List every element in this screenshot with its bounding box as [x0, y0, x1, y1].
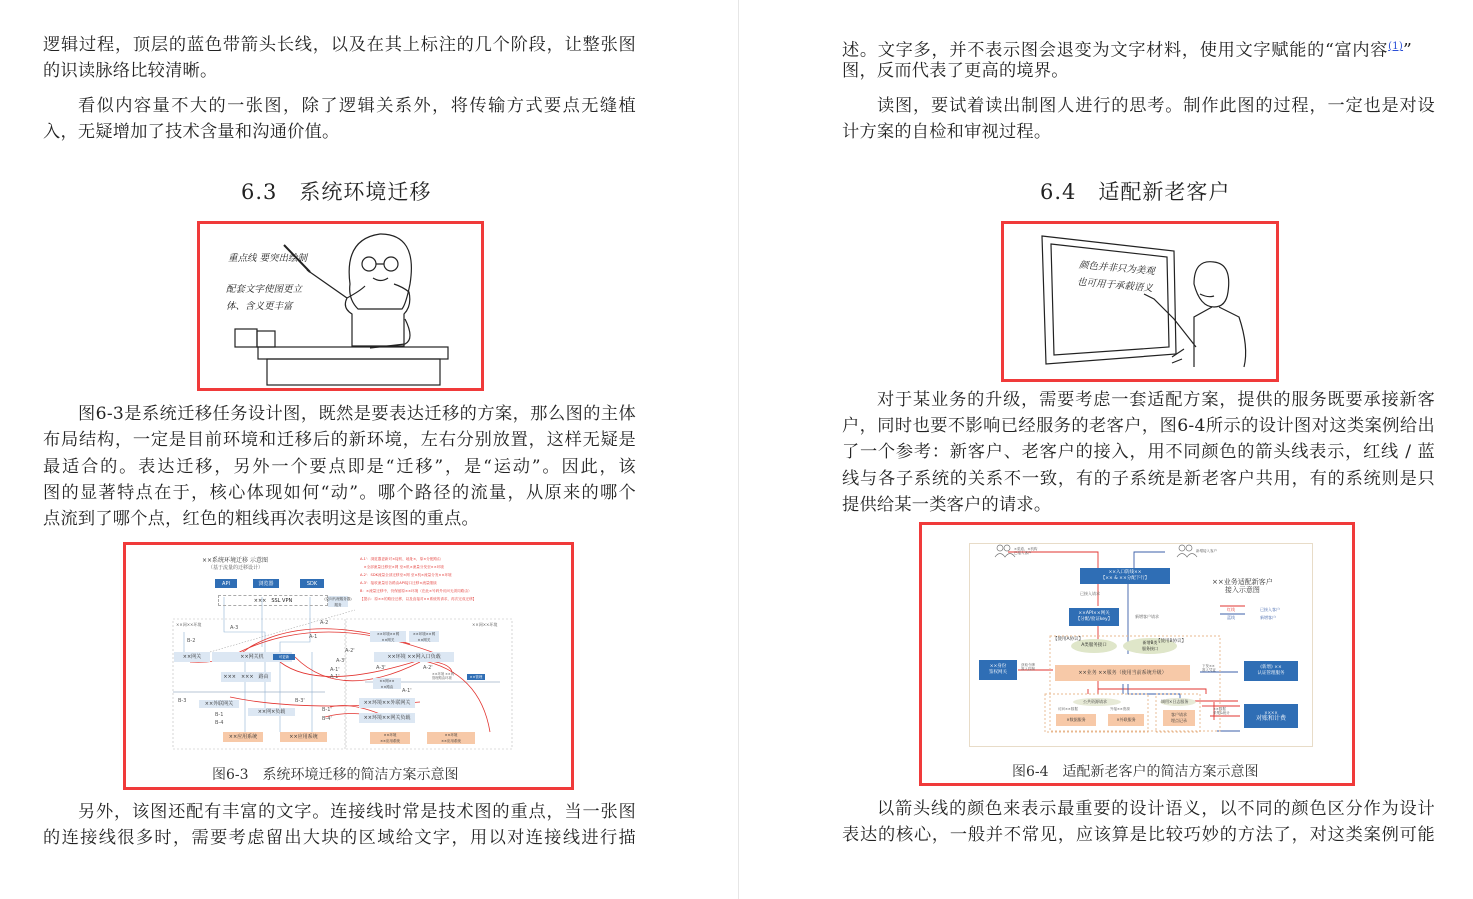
external-gateway-box: ××外联网关: [199, 700, 239, 708]
path-label: B-1': [322, 707, 332, 713]
issue-credential-label: 下发×× 准入凭证: [1202, 664, 1216, 672]
billing-text: 对账和计费: [1255, 715, 1286, 722]
paragraph-line: 图的显著特点在于，核心体现如何“动”。哪个路径的流量，从原来的哪个: [43, 483, 636, 503]
right-box: ××环境××网 ××网关: [409, 631, 439, 642]
right-net-box: ××环境××网关负载: [359, 713, 415, 723]
identity-gateway-box: ××身份 鉴权网关: [979, 660, 1017, 680]
billing-top-text: ××××: [1264, 710, 1278, 715]
diagram-title: ××业务适配新客户 接入示意图: [1212, 578, 1273, 594]
paragraph-line: 图，反而代表了更高的境界。: [842, 61, 1069, 81]
right-small-box: ××网×× ××路由: [373, 678, 401, 689]
sdk-box: SDK: [300, 579, 324, 588]
note-line: B：×流量迁移中，仍保留原××环境（在此×号码外访问无须同路由）: [360, 589, 472, 593]
protocol-b-label: 【使用B协议】: [1156, 639, 1187, 644]
figure-6-4-frame: [919, 522, 1355, 786]
routing-box: ××× ××× 路由: [221, 672, 271, 682]
note-line: A-1'：浏览器更新对×接机、地址×，原×分配路由: [360, 557, 441, 561]
section-heading-6-4: 6.4 适配新老客户: [1040, 180, 1231, 204]
gateway-box: ××网关: [174, 652, 210, 662]
right-env-label: ××网××环境: [472, 622, 498, 627]
path-label: A-1': [330, 667, 340, 673]
illustration-teacher-frame: [197, 221, 484, 391]
api-gateway-box: ××API××网关 【分配/验证key】: [1069, 608, 1119, 626]
legend-red-label: 红线: [1227, 607, 1235, 612]
path-label: B-2: [187, 638, 196, 644]
path-label: A-3: [230, 625, 239, 631]
paragraph-line: 提供给某一类客户的请求。: [842, 495, 1052, 515]
network-machine-box: ××网×负载: [248, 708, 295, 716]
paragraph-text: 述。文字多，并不表示图会退变为文字材料，使用文字赋能的“富内容: [842, 40, 1389, 61]
path-label: A-2: [320, 620, 329, 626]
app-system-box: ××环境 ××应用系统: [370, 732, 410, 744]
visit-data-label: 访问××数据: [1058, 707, 1078, 711]
illustration-blackboard-frame: [1001, 221, 1279, 382]
paragraph-line: 看似内容量不大的一张图，除了逻辑关系外，将传输方式要点无缝植: [78, 96, 636, 116]
old-request-label: 已接入请求: [1080, 591, 1100, 596]
business-service-box: ××业务 ××服务（使用当前系统升级）: [1055, 665, 1190, 681]
path-label: A-1': [330, 674, 340, 680]
client-adaptation-diagram: [969, 543, 1313, 747]
paragraph-line: 表达的核心，一般并不常见，应该算是比较巧妙的方法了，对这类案例可能: [842, 825, 1435, 845]
log-service-label: 调用×日志服务: [1161, 699, 1189, 704]
migration-diagram: [170, 552, 514, 750]
app-system-box: ××环境 ××应用系统: [427, 732, 475, 744]
right-page: [739, 0, 1473, 899]
paragraph-line: 图6-3是系统迁移任务设计图，既然是要表达迁移的方案，那么图的主体: [78, 404, 636, 424]
right-main-box: ××环境 ××网入口负载: [374, 652, 454, 662]
gateway-machine-box: ××网关机: [212, 652, 292, 662]
illustration-text: 重点线 要突出绘制: [228, 253, 308, 264]
billing-box: [1244, 704, 1298, 728]
section-heading-6-3: 6.3 系统环境迁移: [241, 180, 432, 204]
footnote-link[interactable]: (1): [1388, 41, 1404, 52]
note-line: A-2'：SDK流量全部迁移至×网 至×机×流量分发××环境: [360, 573, 452, 577]
paragraph-line: 以箭头线的颜色来表示最重要的设计语义，以不同的颜色区分作为设计: [877, 799, 1435, 819]
diagram-title: ××系统环境迁移 示意图: [202, 557, 268, 564]
path-label: A-3': [336, 658, 346, 664]
paragraph-line: 布局结构，一定是目前环境和迁移后的新环境，左右分别放置，这样无疑是: [43, 430, 636, 450]
service-b-interface: 新增B类 服务接口: [1142, 640, 1158, 651]
path-label: A-2': [423, 665, 433, 671]
paragraph-line: 逻辑过程，顶层的蓝色带箭头长线，以及在其上标注的几个阶段，让整张图: [43, 35, 636, 55]
new-request-label: 新增客户请求: [1135, 614, 1159, 619]
path-label: B-3: [178, 698, 187, 704]
paragraph-line: [842, 34, 1435, 61]
browser-box: 浏览器: [253, 579, 279, 588]
illustration-text: 也可用于承载语义: [1076, 276, 1154, 295]
paragraph-text: ”: [1403, 40, 1413, 61]
ssl-vpn-box: ××× SSL VPN: [218, 595, 328, 606]
path-label: B-1: [215, 712, 224, 718]
path-label: A-1: [309, 634, 318, 640]
paragraph-line: 点流到了哪个点，红色的粗线再次表明这是该图的重点。: [43, 509, 479, 529]
paragraph-line: 最适合的。表达迁移，另外一个要点即是“迁移”，是“运动”。因此，该: [43, 457, 636, 477]
illustration-text: 体、含义更丰富: [226, 301, 293, 312]
path-label: B-3': [295, 698, 305, 704]
legend-blue-desc: 新增客户: [1260, 615, 1276, 620]
illustration-text: 配套文字使图更立: [226, 284, 303, 295]
data-service-box: ×数据服务: [1056, 714, 1096, 726]
figure-6-3-frame: [123, 542, 574, 790]
right-side-tag: ××管理: [467, 674, 485, 680]
legend-red-desc: 已接入客户: [1260, 607, 1280, 612]
paragraph-line: 线与各子系统的关系不一致，有的子系统是新老客户共用，有的系统则是只: [842, 469, 1435, 489]
external-resource-label: 外接××资源: [1110, 707, 1130, 711]
figure-caption: 图6-4 适配新老客户的简洁方案示意图: [1012, 764, 1259, 780]
client-log-box: 客户请求 埋点记录: [1163, 710, 1195, 726]
new-clients-label: 新增接入客户: [1196, 549, 1217, 553]
note-line: 【提示：原××的路径迁移，以及直接对××系统的请求，再次完成迁移】: [360, 597, 477, 601]
paragraph-line: 对于某业务的升级，需要考虑一套适配方案，提供的服务既要承接新客: [877, 390, 1435, 410]
paragraph-line: 入，无疑增加了技术含量和沟通价值。: [43, 122, 340, 142]
entry-defense-box: ××入口防线×× 【×× & ××分配下行】: [1080, 568, 1170, 584]
legend-blue-label: 蓝线: [1227, 615, 1235, 620]
old-clients-label: ×渠道、×机构 已接入客户: [1014, 547, 1038, 555]
app-system-box: ××应用系统: [223, 732, 263, 742]
public-resource-label: 公共资源请求: [1083, 699, 1107, 704]
paragraph-line: 读图，要试着读出制图人进行的思考。制作此图的过程，一定也是对设: [877, 96, 1435, 116]
path-label: A-3': [376, 665, 386, 671]
protocol-a-label: 【使用A协议】: [1053, 637, 1084, 642]
path-label: A-1': [402, 688, 412, 694]
right-box: ××环境××网 ××网关: [370, 631, 406, 642]
left-env-label: ××网××环境: [176, 622, 202, 627]
illustration-text: 颜色并非只为美观: [1078, 259, 1156, 278]
note-line: A-3'：接收流量后各路由API接口迁移×流量继续: [360, 581, 437, 585]
paragraph-line: 的识读脉络比较清晰。: [43, 61, 218, 81]
paragraph-line: 户，同时也要不影响已经服务的老客户，图6-4所示的设计图对这类案例给出: [842, 416, 1435, 436]
diagram-subtitle: （基于流量的迁移设计）: [208, 565, 264, 571]
token-label: 获取令牌 准入控制: [1021, 663, 1035, 671]
migration-notes: [360, 555, 512, 603]
external-service-box: ×外联服务: [1108, 714, 1144, 726]
teacher-blackboard-illustration: [1004, 224, 1276, 379]
app-system-box: ××应用系统: [280, 732, 327, 742]
collect-label: ××数据 采集&统计: [1213, 707, 1230, 715]
right-ext-box: ××环境××外联网关: [359, 698, 415, 708]
note-line: ×全部流量迁移至×网 至×机×流量分发至××环境: [360, 565, 444, 569]
path-label: B-4: [215, 720, 224, 726]
paragraph-line: 另外，该图还配有丰富的文字。连接线时常是技术图的重点，当一张图: [78, 802, 636, 822]
paragraph-line: 了一个参考：新客户、老客户的接入，用不同颜色的箭头线表示，红线 / 蓝: [842, 442, 1435, 462]
api-box: API: [215, 579, 237, 588]
paragraph-line: 的连接线很多时，需要考虑留出大块的区域给文字，用以对连接线进行描: [43, 828, 636, 848]
path-label: B-4': [322, 716, 332, 722]
service-a-interface: A类服务接口: [1081, 643, 1107, 648]
right-side-label: ××环境 ××网 管理路由环境: [432, 672, 454, 680]
path-label: A-2': [345, 648, 355, 654]
updatable-tag: 可更新: [273, 654, 295, 660]
figure-caption: 图6-3 系统环境迁移的简洁方案示意图: [212, 767, 459, 783]
auth-management-box: (新增) ×× 认证管理服务: [1244, 661, 1298, 681]
paragraph-line: 计方案的自检和审视过程。: [842, 122, 1052, 142]
proxy-box: (反向代理服务器) 服务: [324, 596, 352, 607]
